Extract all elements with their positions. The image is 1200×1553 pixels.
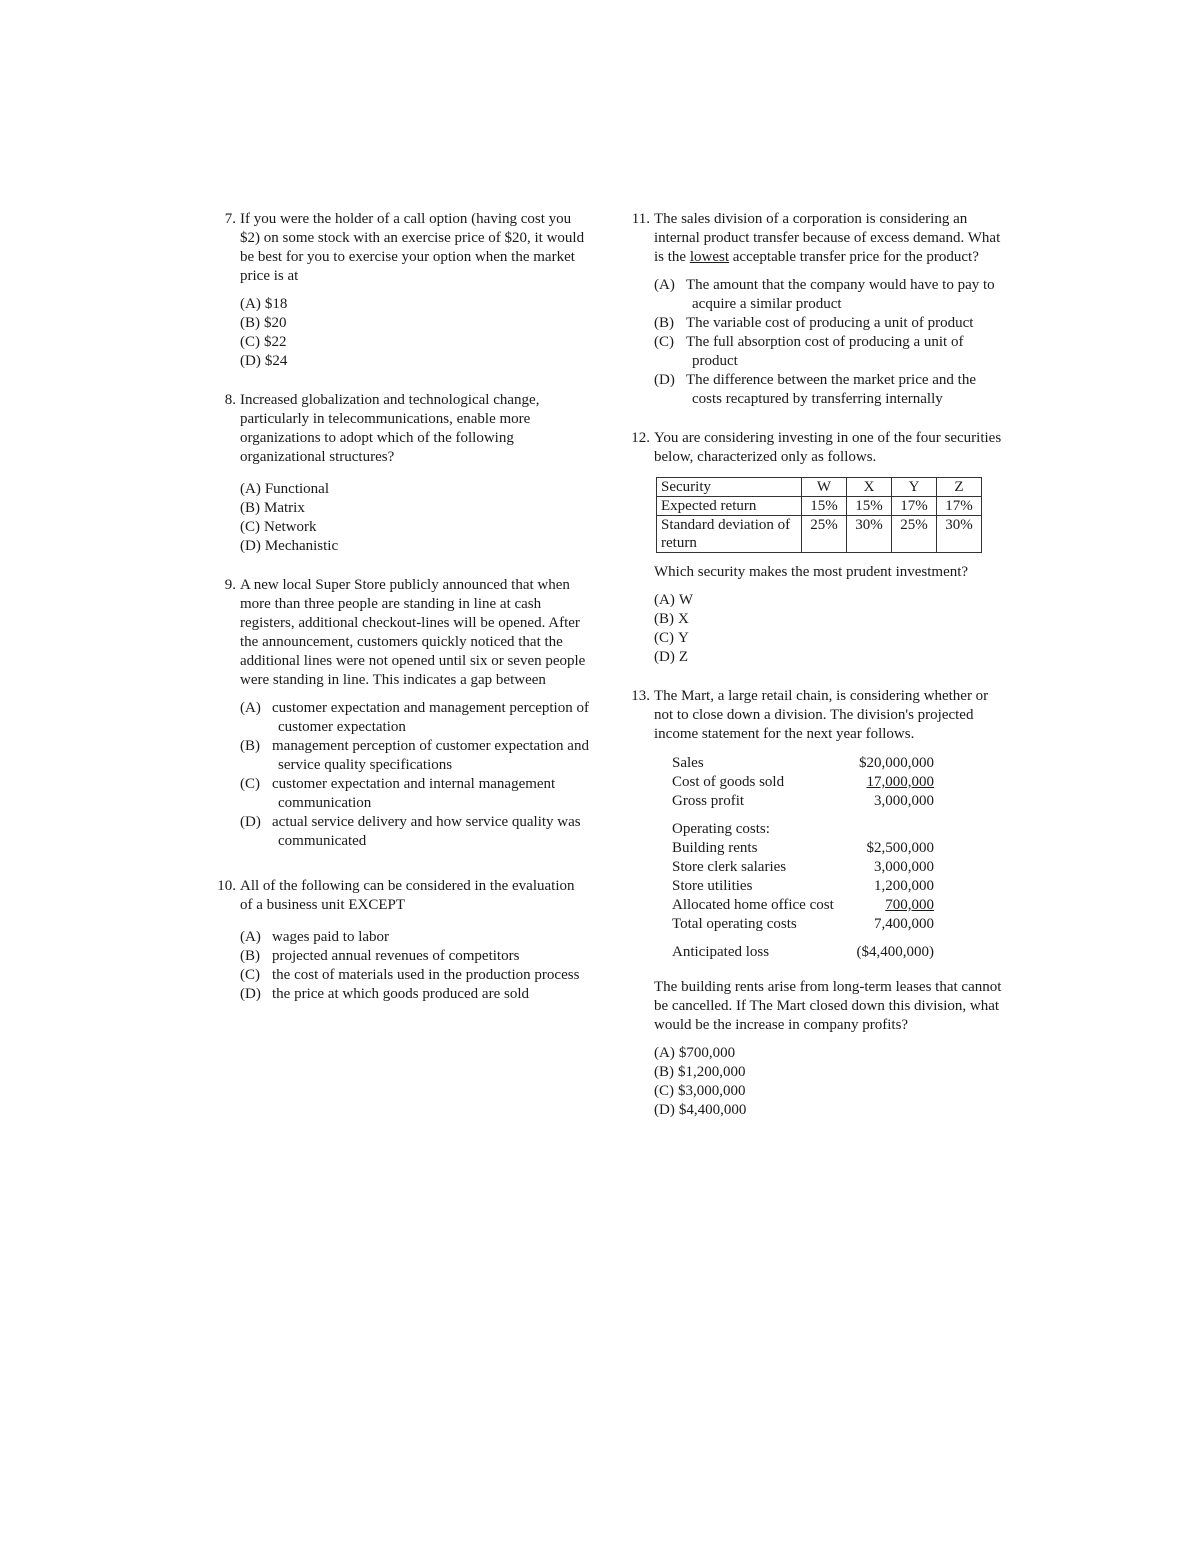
choice-d: (D) Mechanistic <box>240 538 339 554</box>
question-text: A new local Super Store publicly announced that when more than three people are standing in line at cash registers, additional checkout-lines will be opened. After the announcement, customers quickly noticed that the additional lines were not opened until six or seven people were standing in line. This indicates a gap between <box>240 577 586 688</box>
choice-c: (C) $22 <box>240 334 287 350</box>
income-row: Total operating costs 7,400,000 <box>672 916 934 932</box>
left-column <box>210 210 590 1004</box>
income-row: Building rents $2,500,000 <box>672 840 934 856</box>
answer-choices <box>240 480 590 556</box>
choice-a: (A) $18 <box>240 296 288 312</box>
choice-c: (C) $3,000,000 <box>654 1083 746 1099</box>
securities-table <box>656 477 982 553</box>
choice-d: (D) actual service delivery and how service quality was communicated <box>240 814 581 849</box>
answer-choices <box>240 928 590 1004</box>
question-13 <box>624 687 1009 1120</box>
choice-c: (C) the cost of materials used in the production process <box>240 967 580 983</box>
choice-b: (B) X <box>654 611 689 627</box>
income-row: Operating costs: <box>672 821 770 837</box>
choice-a: (A) Functional <box>240 481 329 497</box>
income-statement <box>672 754 934 962</box>
choice-a: (A) The amount that the company would have to pay to acquire a similar product <box>654 277 995 312</box>
choice-b: (B) $20 <box>240 315 287 331</box>
question-text: All of the following can be considered in the evaluation of a business unit EXCEPT <box>240 878 575 913</box>
table-header-row: Security W X Y Z <box>657 478 982 497</box>
question-text: The Mart, a large retail chain, is considering whether or not to close down a division. The division's projected income statement for the next year follows. <box>654 688 989 742</box>
choice-a: (A) $700,000 <box>654 1045 736 1061</box>
question-number: 10. <box>217 878 236 894</box>
income-row: Allocated home office cost 700,000 <box>672 897 934 913</box>
question-text: The sales division of a corporation is considering an internal product transfer because of excess demand. What is the lowest acceptable transfer price for the product? <box>654 211 1001 265</box>
question-text: You are considering investing in one of the four securities below, characterized only as follows. <box>654 430 1002 465</box>
question-number: 13. <box>631 688 650 704</box>
choice-c: (C) Network <box>240 519 317 535</box>
question-9 <box>210 576 590 851</box>
choice-c: (C) Y <box>654 630 689 646</box>
question-text: If you were the holder of a call option (having cost you $2) on some stock with an exercise price of $20, it would be best for you to exercise your option when the market price is at <box>240 211 585 284</box>
choice-a: (A) customer expectation and management perception of customer expectation <box>240 700 589 735</box>
answer-choices <box>654 591 1009 667</box>
right-column <box>624 210 1009 1120</box>
table-row: Expected return 15% 15% 17% 17% <box>657 497 982 516</box>
question-number: 12. <box>631 430 650 446</box>
answer-choices <box>240 699 590 851</box>
question-8 <box>210 391 590 556</box>
question-prompt: Which security makes the most prudent investment? <box>654 564 969 580</box>
choice-b: (B) $1,200,000 <box>654 1064 746 1080</box>
choice-c: (C) customer expectation and internal management communication <box>240 776 556 811</box>
choice-d: (D) Z <box>654 649 688 665</box>
income-row: Cost of goods sold 17,000,000 <box>672 774 934 790</box>
choice-c: (C) The full absorption cost of producing a unit of product <box>654 334 964 369</box>
choice-b: (B) The variable cost of producing a unit of product <box>654 315 974 331</box>
question-number: 8. <box>224 392 236 408</box>
choice-d: (D) $4,400,000 <box>654 1102 747 1118</box>
choice-b: (B) Matrix <box>240 500 305 516</box>
question-number: 11. <box>631 211 650 227</box>
question-11 <box>624 210 1009 409</box>
answer-choices <box>240 295 590 371</box>
income-row: Anticipated loss ($4,400,000) <box>672 944 934 960</box>
underlined-word: lowest <box>689 249 730 265</box>
choice-d: (D) $24 <box>240 353 288 369</box>
income-row: Gross profit 3,000,000 <box>672 793 934 809</box>
choice-a: (A) W <box>654 592 693 608</box>
choice-d: (D) The difference between the market price and the costs recaptured by transferring internally <box>654 372 976 407</box>
income-row: Store utilities 1,200,000 <box>672 878 934 894</box>
question-7 <box>210 210 590 371</box>
income-row: Store clerk salaries 3,000,000 <box>672 859 934 875</box>
question-text: Increased globalization and technological change, particularly in telecommunications, enable more organizations to adopt which of the following organizational structures? <box>240 392 540 465</box>
question-number: 7. <box>224 211 236 227</box>
answer-choices <box>654 276 1009 409</box>
question-followup: The building rents arise from long-term leases that cannot be cancelled. If The Mart closed down this division, what would be the increase in company profits? <box>654 979 1002 1033</box>
choice-b: (B) management perception of customer expectation and service quality specifications <box>240 738 589 773</box>
choice-d: (D) the price at which goods produced are sold <box>240 986 529 1002</box>
choice-a: (A) wages paid to labor <box>240 929 390 945</box>
table-row: Standard deviation of return 25% 30% 25% 30% <box>657 516 982 553</box>
choice-b: (B) projected annual revenues of competitors <box>240 948 520 964</box>
question-12 <box>624 429 1009 667</box>
question-10 <box>210 877 590 1004</box>
question-number: 9. <box>224 577 236 593</box>
income-row: Sales $20,000,000 <box>672 755 934 771</box>
answer-choices <box>654 1044 1009 1120</box>
